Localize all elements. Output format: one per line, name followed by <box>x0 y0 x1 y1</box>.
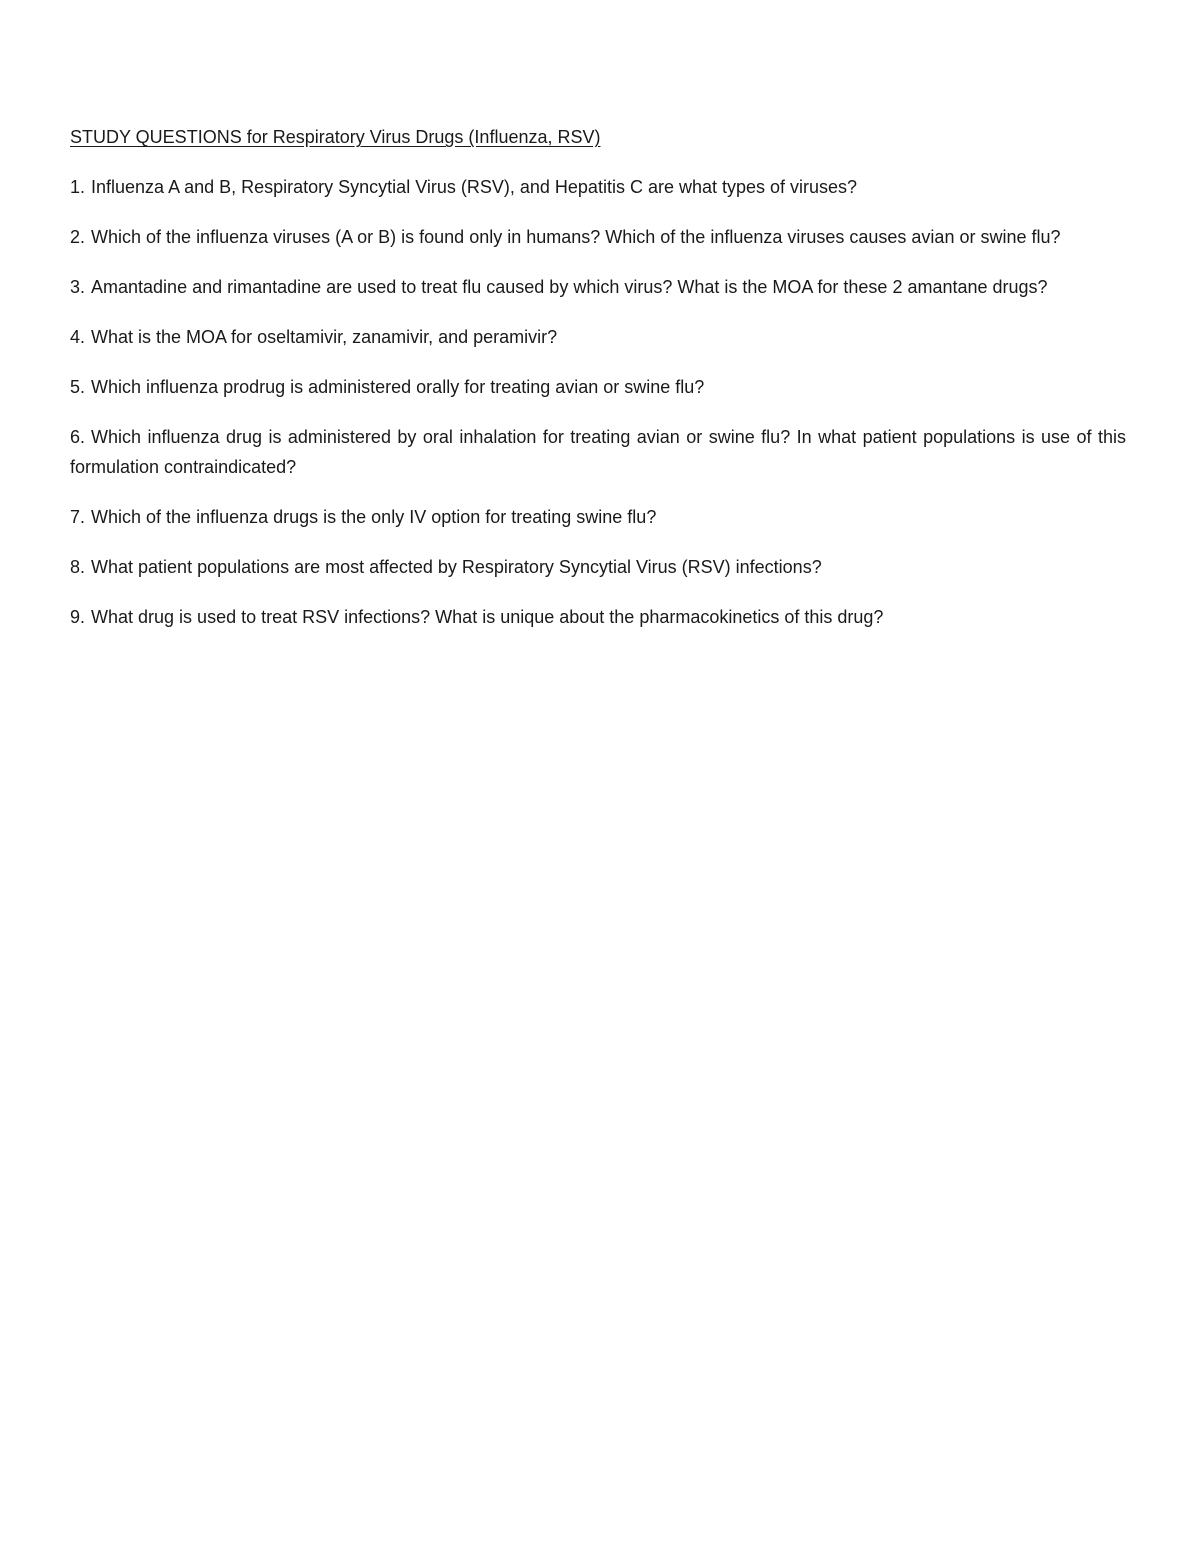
question-list <box>70 172 1126 632</box>
question-text: What patient populations are most affected by Respiratory Syncytial Virus (RSV) infections? <box>91 557 822 577</box>
question-text: What drug is used to treat RSV infections? What is unique about the pharmacokinetics of this drug? <box>91 607 884 627</box>
question-number: 9. <box>70 607 86 627</box>
question-text: Which of the influenza viruses (A or B) is found only in humans? Which of the influenza viruses causes avian or swine flu? <box>91 227 1061 247</box>
question-text: Which influenza prodrug is administered orally for treating avian or swine flu? <box>91 377 705 397</box>
question-7 <box>70 502 1126 532</box>
question-9 <box>70 602 1126 632</box>
question-number: 6. <box>70 427 86 447</box>
question-number: 3. <box>70 277 86 297</box>
question-text: What is the MOA for oseltamivir, zanamivir, and peramivir? <box>91 327 558 347</box>
document-body <box>70 122 1126 652</box>
question-text: Amantadine and rimantadine are used to treat flu caused by which virus? What is the MOA for these 2 amantane drugs? <box>91 277 1048 297</box>
question-number: 5. <box>70 377 86 397</box>
question-6 <box>70 422 1126 482</box>
question-number: 2. <box>70 227 86 247</box>
question-8 <box>70 552 1126 582</box>
question-number: 7. <box>70 507 86 527</box>
question-1 <box>70 172 1126 202</box>
question-3 <box>70 272 1126 302</box>
question-text: Which of the influenza drugs is the only IV option for treating swine flu? <box>91 507 657 527</box>
question-text: Which influenza drug is administered by oral inhalation for treating avian or swine flu? In what patient populations is use of this formulation contraindicated? <box>70 427 1126 477</box>
question-number: 4. <box>70 327 86 347</box>
question-number: 1. <box>70 177 86 197</box>
document-title: STUDY QUESTIONS for Respiratory Virus Drugs (Influenza, RSV) <box>70 127 601 147</box>
question-2 <box>70 222 1126 252</box>
question-text: Influenza A and B, Respiratory Syncytial Virus (RSV), and Hepatitis C are what types of viruses? <box>91 177 858 197</box>
question-5 <box>70 372 1126 402</box>
question-4 <box>70 322 1126 352</box>
question-number: 8. <box>70 557 86 577</box>
